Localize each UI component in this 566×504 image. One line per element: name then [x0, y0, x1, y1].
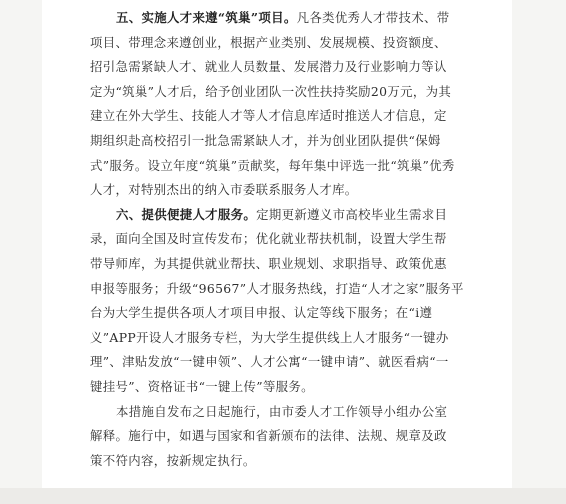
- section-5-line-6: 期组织赴高校招引一批急需紧缺人才，并为创业团队提供“保姆: [90, 132, 441, 148]
- closing-line-2: 解释。施行中，如遇与国家和省新颁布的法律、法规、规章及政: [90, 428, 447, 444]
- section-6-line-7: 理”、津贴发放“一键申领”、人才公寓“一键申请”、就医看病“一: [90, 354, 449, 370]
- section-5-first-line: [90, 6, 504, 31]
- closing-line-3: 策不符内容，按新规定执行。: [90, 452, 256, 468]
- section-6-line-6: 义”APP开设人才服务专栏，为大学生提供线上人才服务“一键办: [90, 329, 449, 345]
- document-body: [90, 6, 504, 473]
- section-5-line-3: 招引急需紧缺人才、就业人员数量、发展潜力及行业影响力等认: [90, 59, 447, 75]
- section-6-heading: 六、提供便捷人才服务。: [116, 206, 257, 222]
- section-6-line-8: 键挂号”、资格证书“一键上传”等服务。: [90, 378, 314, 394]
- section-6-line-5: 台为大学生提供各项人才项目申报、认定等线下服务；在“i遵: [90, 305, 433, 321]
- page-bottom-shade: [0, 488, 566, 504]
- section-5-line-5: 建立在外大学生、技能人才等人才信息库适时推送人才信息，定: [90, 108, 447, 124]
- section-5-line-4: 定为“筑巢”人才后，给予创业团队一次性扶持奖励20万元，为其: [90, 83, 452, 99]
- closing-line-1: 本措施自发布之日起施行，由市委人才工作领导小组办公室: [116, 403, 448, 419]
- section-5-line-7: 式”服务。设立年度“筑巢”贡献奖，每年集中评选一批“筑巢”优秀: [90, 157, 455, 173]
- section-5-line-8: 人才，对特别杰出的纳入市委联系服务人才库。: [90, 182, 358, 198]
- section-6-first-line: [90, 203, 504, 228]
- section-6-line-4: 申报等服务；升级“96567”人才服务热线，打造“人才之家”服务平: [90, 280, 464, 296]
- section-6-line-1: 定期更新遵义市高校毕业生需求目: [256, 206, 448, 222]
- section-5-line-1: 凡各类优秀人才带技术、带: [296, 10, 450, 25]
- section-6-line-3: 带导师库，为其提供就业帮扶、职业规划、求职指导、政策优惠: [90, 255, 447, 271]
- document-page: [42, 0, 512, 488]
- section-5-line-2: 项目、带理念来遵创业，根据产业类别、发展规模、投资额度、: [90, 34, 447, 50]
- section-6-line-2: 录，面向全国及时宣传发布；优化就业帮扶机制，设置大学生帮: [90, 231, 447, 247]
- section-5-heading: 五、实施人才来遵“筑巢”项目。: [116, 10, 297, 25]
